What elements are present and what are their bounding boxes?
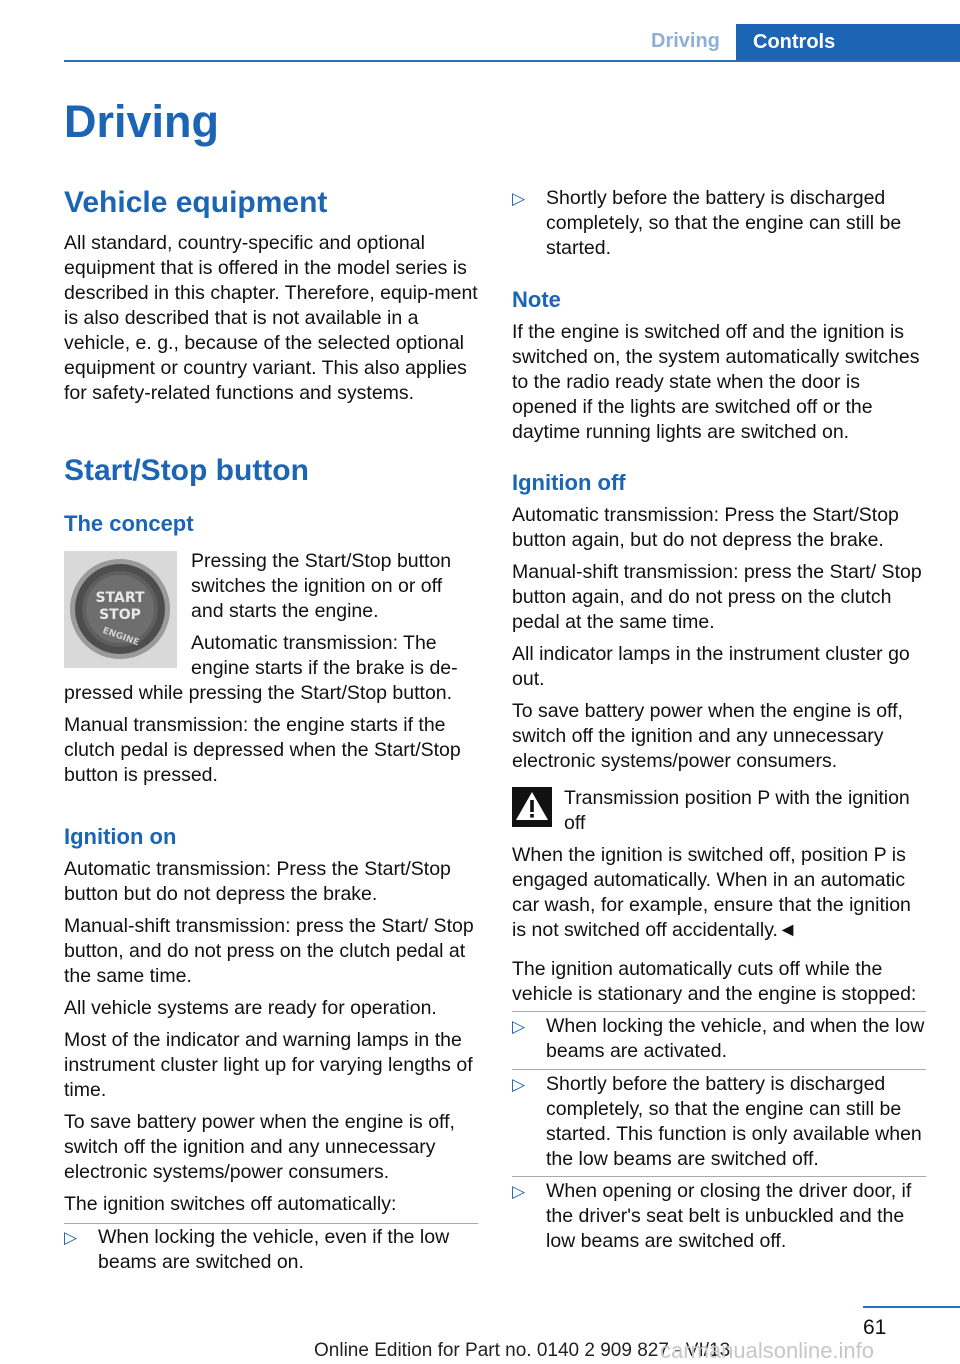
paragraph-concept-2b: pressed while pressing the Start/Stop button. bbox=[64, 682, 453, 704]
button-text-engine: ENGINE bbox=[101, 625, 141, 649]
paragraph-ignition-on-5: To save battery power when the engine is off, switch off the ignition and any unnecessary electronic systems/power consumers. bbox=[64, 1111, 455, 1183]
page-number: 61 bbox=[863, 1316, 887, 1339]
paragraph-ignition-off-2: Manual-shift transmission: press the Start/ Stop button again, and do not press on the clutch pedal at the same time. bbox=[512, 561, 922, 633]
separator bbox=[512, 1176, 926, 1177]
heading-ignition-on: Ignition on bbox=[64, 824, 177, 849]
list-item bbox=[512, 186, 926, 261]
list-item bbox=[512, 1072, 926, 1172]
bullet-triangle-icon: ▷ bbox=[64, 1228, 78, 1247]
header-rule bbox=[64, 60, 960, 62]
paragraph-ignition-on-1: Automatic transmission: Press the Start/Stop button but do not depress the brake. bbox=[64, 858, 451, 905]
footer-rule bbox=[863, 1306, 960, 1308]
heading-the-concept: The concept bbox=[64, 511, 194, 536]
heading-vehicle-equipment: Vehicle equipment bbox=[64, 186, 328, 219]
paragraph-ignition-off-3: All indicator lamps in the instrument cluster go out. bbox=[512, 643, 910, 690]
paragraph-ignition-off-1: Automatic transmission: Press the Start/Stop button again, but do not depress the brake. bbox=[512, 504, 899, 551]
heading-note: Note bbox=[512, 287, 561, 312]
heading-ignition-off: Ignition off bbox=[512, 470, 626, 495]
list-item-text: Shortly before the battery is discharged completely, so that the engine can still be started. bbox=[546, 187, 902, 259]
button-text-start: START bbox=[95, 590, 145, 606]
paragraph-concept-1: Pressing the Start/Stop button switches the ignition on or off and starts the engine. bbox=[191, 550, 452, 622]
paragraph-ignition-on-4: Most of the indicator and warning lamps in the instrument cluster light up for varying lengths of time. bbox=[64, 1029, 473, 1101]
list-item-text: When opening or closing the driver door, if the driver's seat belt is unbuckled and the low beams are switched off. bbox=[546, 1180, 912, 1252]
heading-start-stop-button: Start/Stop button bbox=[64, 454, 309, 487]
paragraph-ignition-on-6: The ignition switches off automatically: bbox=[64, 1193, 397, 1215]
paragraph-vehicle-equipment: All standard, country-specific and optional equipment that is offered in the model series is described in this chapter. Therefore, equip-ment is also described that is not available in a vehicle, e. g., because of the selected optional equipment or country variant. This also applies for safety-related functions and systems. bbox=[64, 232, 478, 404]
paragraph-ignition-cuts-off: The ignition automatically cuts off while the vehicle is stationary and the engine is stopped: bbox=[512, 958, 917, 1005]
warning-title: Transmission position P with the ignition off bbox=[564, 787, 910, 834]
list-item-text: When locking the vehicle, even if the low beams are switched on. bbox=[98, 1226, 450, 1273]
list-item bbox=[512, 1179, 926, 1254]
bullet-triangle-icon: ▷ bbox=[512, 1075, 526, 1094]
list-item-text: Shortly before the battery is discharged completely, so that the engine can still be started. This function is only available when the low beams are switched off. bbox=[546, 1073, 922, 1170]
watermark-site: carmanualsonline.info bbox=[660, 1338, 875, 1363]
page-title: Driving bbox=[64, 96, 220, 147]
button-text-stop: STOP bbox=[99, 607, 141, 623]
paragraph-manual-transmission: Manual transmission: the engine starts if the clutch pedal is depressed when the Start/Stop button is pressed. bbox=[64, 714, 461, 786]
warning-triangle-icon bbox=[512, 787, 552, 827]
list-item bbox=[64, 1225, 478, 1275]
bullet-triangle-icon: ▷ bbox=[512, 189, 526, 208]
paragraph-concept-2a: Automatic transmission: The engine starts if the brake is de- bbox=[191, 632, 458, 679]
separator bbox=[512, 1011, 926, 1012]
start-stop-button-image bbox=[64, 551, 177, 668]
paragraph-note: If the engine is switched off and the ignition is switched on, the system automatically switches to the radio ready state when the door is opened if the lights are switched off or the daytime running lights are switched on. bbox=[512, 321, 920, 443]
bullet-triangle-icon: ▷ bbox=[512, 1017, 526, 1036]
paragraph-warning: When the ignition is switched off, position P is engaged automatically. When in an automatic car wash, for example, ensure that the ignition is not switched off accidentally.◄ bbox=[512, 844, 911, 941]
list-item bbox=[512, 1014, 926, 1064]
header-chapter-tab: Controls bbox=[736, 24, 960, 62]
footer-edition-text: Online Edition for Part no. 0140 2 909 827 - VI/13 bbox=[314, 1340, 731, 1361]
separator bbox=[512, 1069, 926, 1070]
list-item-text: When locking the vehicle, and when the low beams are activated. bbox=[546, 1015, 925, 1062]
paragraph-ignition-off-4: To save battery power when the engine is off, switch off the ignition and any unnecessary electronic systems/power consumers. bbox=[512, 700, 903, 772]
bullet-triangle-icon: ▷ bbox=[512, 1182, 526, 1201]
separator bbox=[64, 1223, 478, 1224]
start-stop-button-icon bbox=[64, 551, 177, 668]
paragraph-ignition-on-3: All vehicle systems are ready for operation. bbox=[64, 997, 437, 1019]
header-section-label: Driving bbox=[651, 30, 720, 52]
paragraph-ignition-on-2: Manual-shift transmission: press the Start/ Stop button, and do not press on the clutch pedal at the same time. bbox=[64, 915, 474, 987]
